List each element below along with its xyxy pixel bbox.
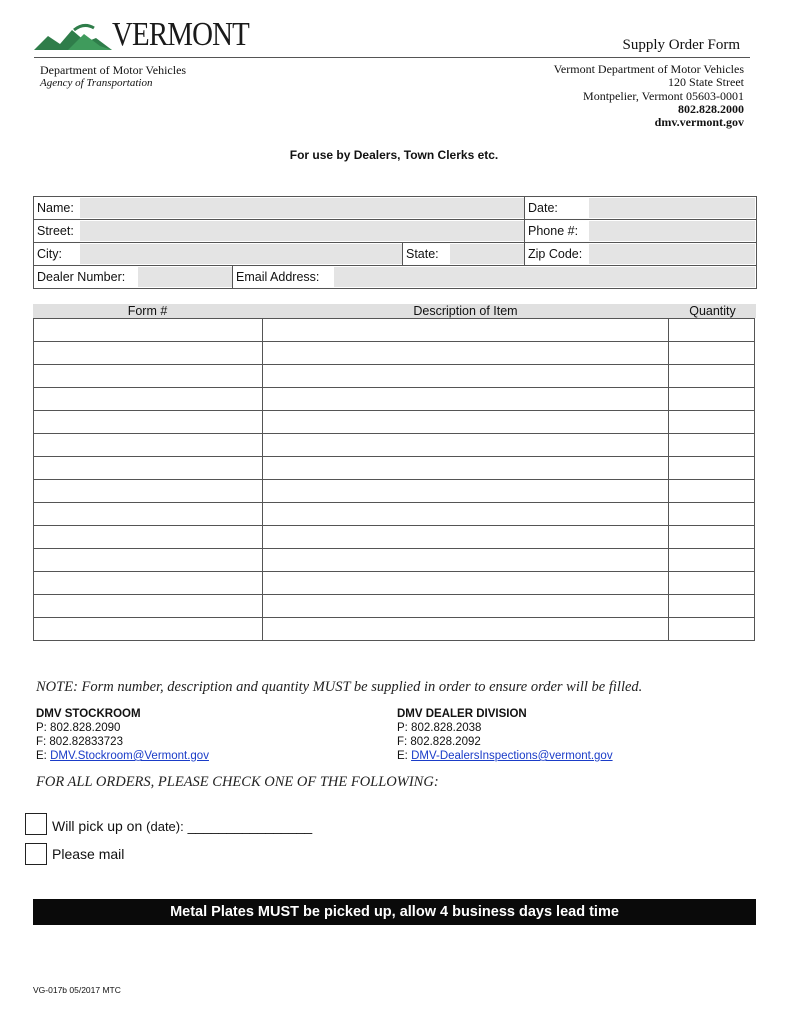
form-number-cell[interactable] xyxy=(34,388,263,411)
description-cell[interactable] xyxy=(262,480,668,503)
pickup-label: Will pick up on xyxy=(52,818,143,834)
mail-label: Please mail xyxy=(52,846,125,862)
description-cell[interactable] xyxy=(262,365,668,388)
state-field[interactable] xyxy=(450,244,524,264)
quantity-cell[interactable] xyxy=(669,549,755,572)
street-label: Street: xyxy=(37,224,74,238)
vermont-logo-text: VERMONT xyxy=(112,16,249,53)
quantity-cell[interactable] xyxy=(669,480,755,503)
city-label: City: xyxy=(37,247,62,261)
dealer-division-heading: DMV DEALER DIVISION xyxy=(397,708,527,720)
description-cell[interactable] xyxy=(262,572,668,595)
form-number-cell[interactable] xyxy=(34,434,263,457)
zip-field[interactable] xyxy=(589,244,755,264)
dmv-address-block xyxy=(554,63,744,129)
form-subtitle: For use by Dealers, Town Clerks etc. xyxy=(289,148,499,162)
form-number-cell[interactable] xyxy=(34,480,263,503)
form-number-cell[interactable] xyxy=(34,342,263,365)
quantity-cell[interactable] xyxy=(669,388,755,411)
items-table xyxy=(33,318,755,641)
column-header-form-number: Form # xyxy=(127,304,168,318)
dealer-number-label: Dealer Number: xyxy=(37,270,126,284)
state-label: State: xyxy=(406,247,439,261)
table-row xyxy=(34,434,755,457)
check-instruction: FOR ALL ORDERS, PLEASE CHECK ONE OF THE FOLLOWING: xyxy=(36,774,439,790)
stockroom-email-link[interactable]: DMV.Stockroom@Vermont.gov xyxy=(50,750,209,762)
table-row xyxy=(34,526,755,549)
department-name: Department of Motor Vehicles xyxy=(40,63,187,77)
date-field[interactable] xyxy=(589,198,755,218)
form-number-cell[interactable] xyxy=(34,503,263,526)
info-row-name xyxy=(34,197,756,220)
pickup-date-label: (date): xyxy=(146,819,184,834)
info-row-street xyxy=(34,220,756,243)
pickup-option xyxy=(52,818,312,834)
table-row xyxy=(34,365,755,388)
quantity-cell[interactable] xyxy=(669,457,755,480)
quantity-cell[interactable] xyxy=(669,411,755,434)
form-number-cell[interactable] xyxy=(34,411,263,434)
stockroom-fax: F: 802.82833723 xyxy=(36,736,123,748)
table-row xyxy=(34,388,755,411)
form-number-cell[interactable] xyxy=(34,526,263,549)
stockroom-contact xyxy=(36,707,209,763)
description-cell[interactable] xyxy=(262,618,668,641)
dealer-division-contact xyxy=(397,707,613,763)
address-line3: Montpelier, Vermont 05603-0001 xyxy=(583,88,744,103)
table-row xyxy=(34,549,755,572)
dealer-division-email-line xyxy=(397,749,613,763)
quantity-cell[interactable] xyxy=(669,434,755,457)
quantity-cell[interactable] xyxy=(669,526,755,549)
quantity-cell[interactable] xyxy=(669,503,755,526)
dealer-number-field[interactable] xyxy=(138,267,232,287)
table-row xyxy=(34,595,755,618)
pickup-date-blank[interactable]: ________________ xyxy=(187,818,313,834)
form-title: Supply Order Form xyxy=(622,37,740,53)
agency-name: Agency of Transportation xyxy=(40,77,153,89)
table-row xyxy=(34,319,755,342)
description-cell[interactable] xyxy=(262,388,668,411)
address-line2: 120 State Street xyxy=(668,75,744,90)
name-label: Name: xyxy=(37,201,74,215)
column-header-description: Description of Item xyxy=(413,304,518,318)
dealer-division-fax: F: 802.828.2092 xyxy=(397,736,481,748)
table-row xyxy=(34,618,755,641)
table-row xyxy=(34,457,755,480)
dealer-division-phone: P: 802.828.2038 xyxy=(397,722,482,734)
quantity-cell[interactable] xyxy=(669,319,755,342)
quantity-cell[interactable] xyxy=(669,618,755,641)
table-row xyxy=(34,342,755,365)
mail-checkbox[interactable] xyxy=(25,843,47,865)
description-cell[interactable] xyxy=(262,342,668,365)
address-line1: Vermont Department of Motor Vehicles xyxy=(553,62,744,76)
table-row xyxy=(34,503,755,526)
description-cell[interactable] xyxy=(262,503,668,526)
date-label: Date: xyxy=(528,201,558,215)
email-prefix: E: xyxy=(36,750,51,762)
email-prefix: E: xyxy=(397,750,412,762)
form-number-cell[interactable] xyxy=(34,549,263,572)
metal-plates-banner: Metal Plates MUST be picked up, allow 4 business days lead time xyxy=(33,899,756,925)
column-header-quantity: Quantity xyxy=(689,304,736,318)
form-number-cell[interactable] xyxy=(34,457,263,480)
items-table-header xyxy=(33,304,756,318)
quantity-cell[interactable] xyxy=(669,342,755,365)
table-row xyxy=(34,411,755,434)
name-field[interactable] xyxy=(80,198,524,218)
description-cell[interactable] xyxy=(262,411,668,434)
email-field[interactable] xyxy=(334,267,755,287)
dealer-division-email-link[interactable]: DMV-DealersInspections@vermont.gov xyxy=(411,750,613,762)
address-phone: 802.828.2000 xyxy=(678,101,744,116)
pickup-checkbox[interactable] xyxy=(25,813,47,835)
phone-field[interactable] xyxy=(589,221,755,241)
form-code-footer: VG-017b 05/2017 MTC xyxy=(33,985,121,995)
form-number-cell[interactable] xyxy=(34,572,263,595)
street-field[interactable] xyxy=(80,221,524,241)
phone-label: Phone #: xyxy=(528,224,579,238)
table-row xyxy=(34,480,755,503)
description-cell[interactable] xyxy=(262,595,668,618)
form-number-cell[interactable] xyxy=(34,595,263,618)
zip-label: Zip Code: xyxy=(528,247,583,261)
quantity-cell[interactable] xyxy=(669,572,755,595)
note-text: NOTE: Form number, description and quantity MUST be supplied in order to ensure order will be filled. xyxy=(36,679,643,695)
description-cell[interactable] xyxy=(262,526,668,549)
form-number-cell[interactable] xyxy=(34,618,263,641)
customer-info-table xyxy=(33,196,757,289)
form-number-cell[interactable] xyxy=(34,319,263,342)
info-row-dealer xyxy=(34,266,756,288)
description-cell[interactable] xyxy=(262,319,668,342)
quantity-cell[interactable] xyxy=(669,595,755,618)
description-cell[interactable] xyxy=(262,434,668,457)
stockroom-phone: P: 802.828.2090 xyxy=(36,722,121,734)
header-divider xyxy=(34,57,750,58)
city-field[interactable] xyxy=(80,244,402,264)
address-web: dmv.vermont.gov xyxy=(654,115,744,130)
items-table-body xyxy=(34,319,755,641)
table-row xyxy=(34,572,755,595)
stockroom-heading: DMV STOCKROOM xyxy=(36,708,141,720)
description-cell[interactable] xyxy=(262,457,668,480)
form-number-cell[interactable] xyxy=(34,365,263,388)
quantity-cell[interactable] xyxy=(669,365,755,388)
email-label: Email Address: xyxy=(236,270,320,284)
stockroom-email-line xyxy=(36,749,209,763)
info-row-city xyxy=(34,243,756,266)
description-cell[interactable] xyxy=(262,549,668,572)
